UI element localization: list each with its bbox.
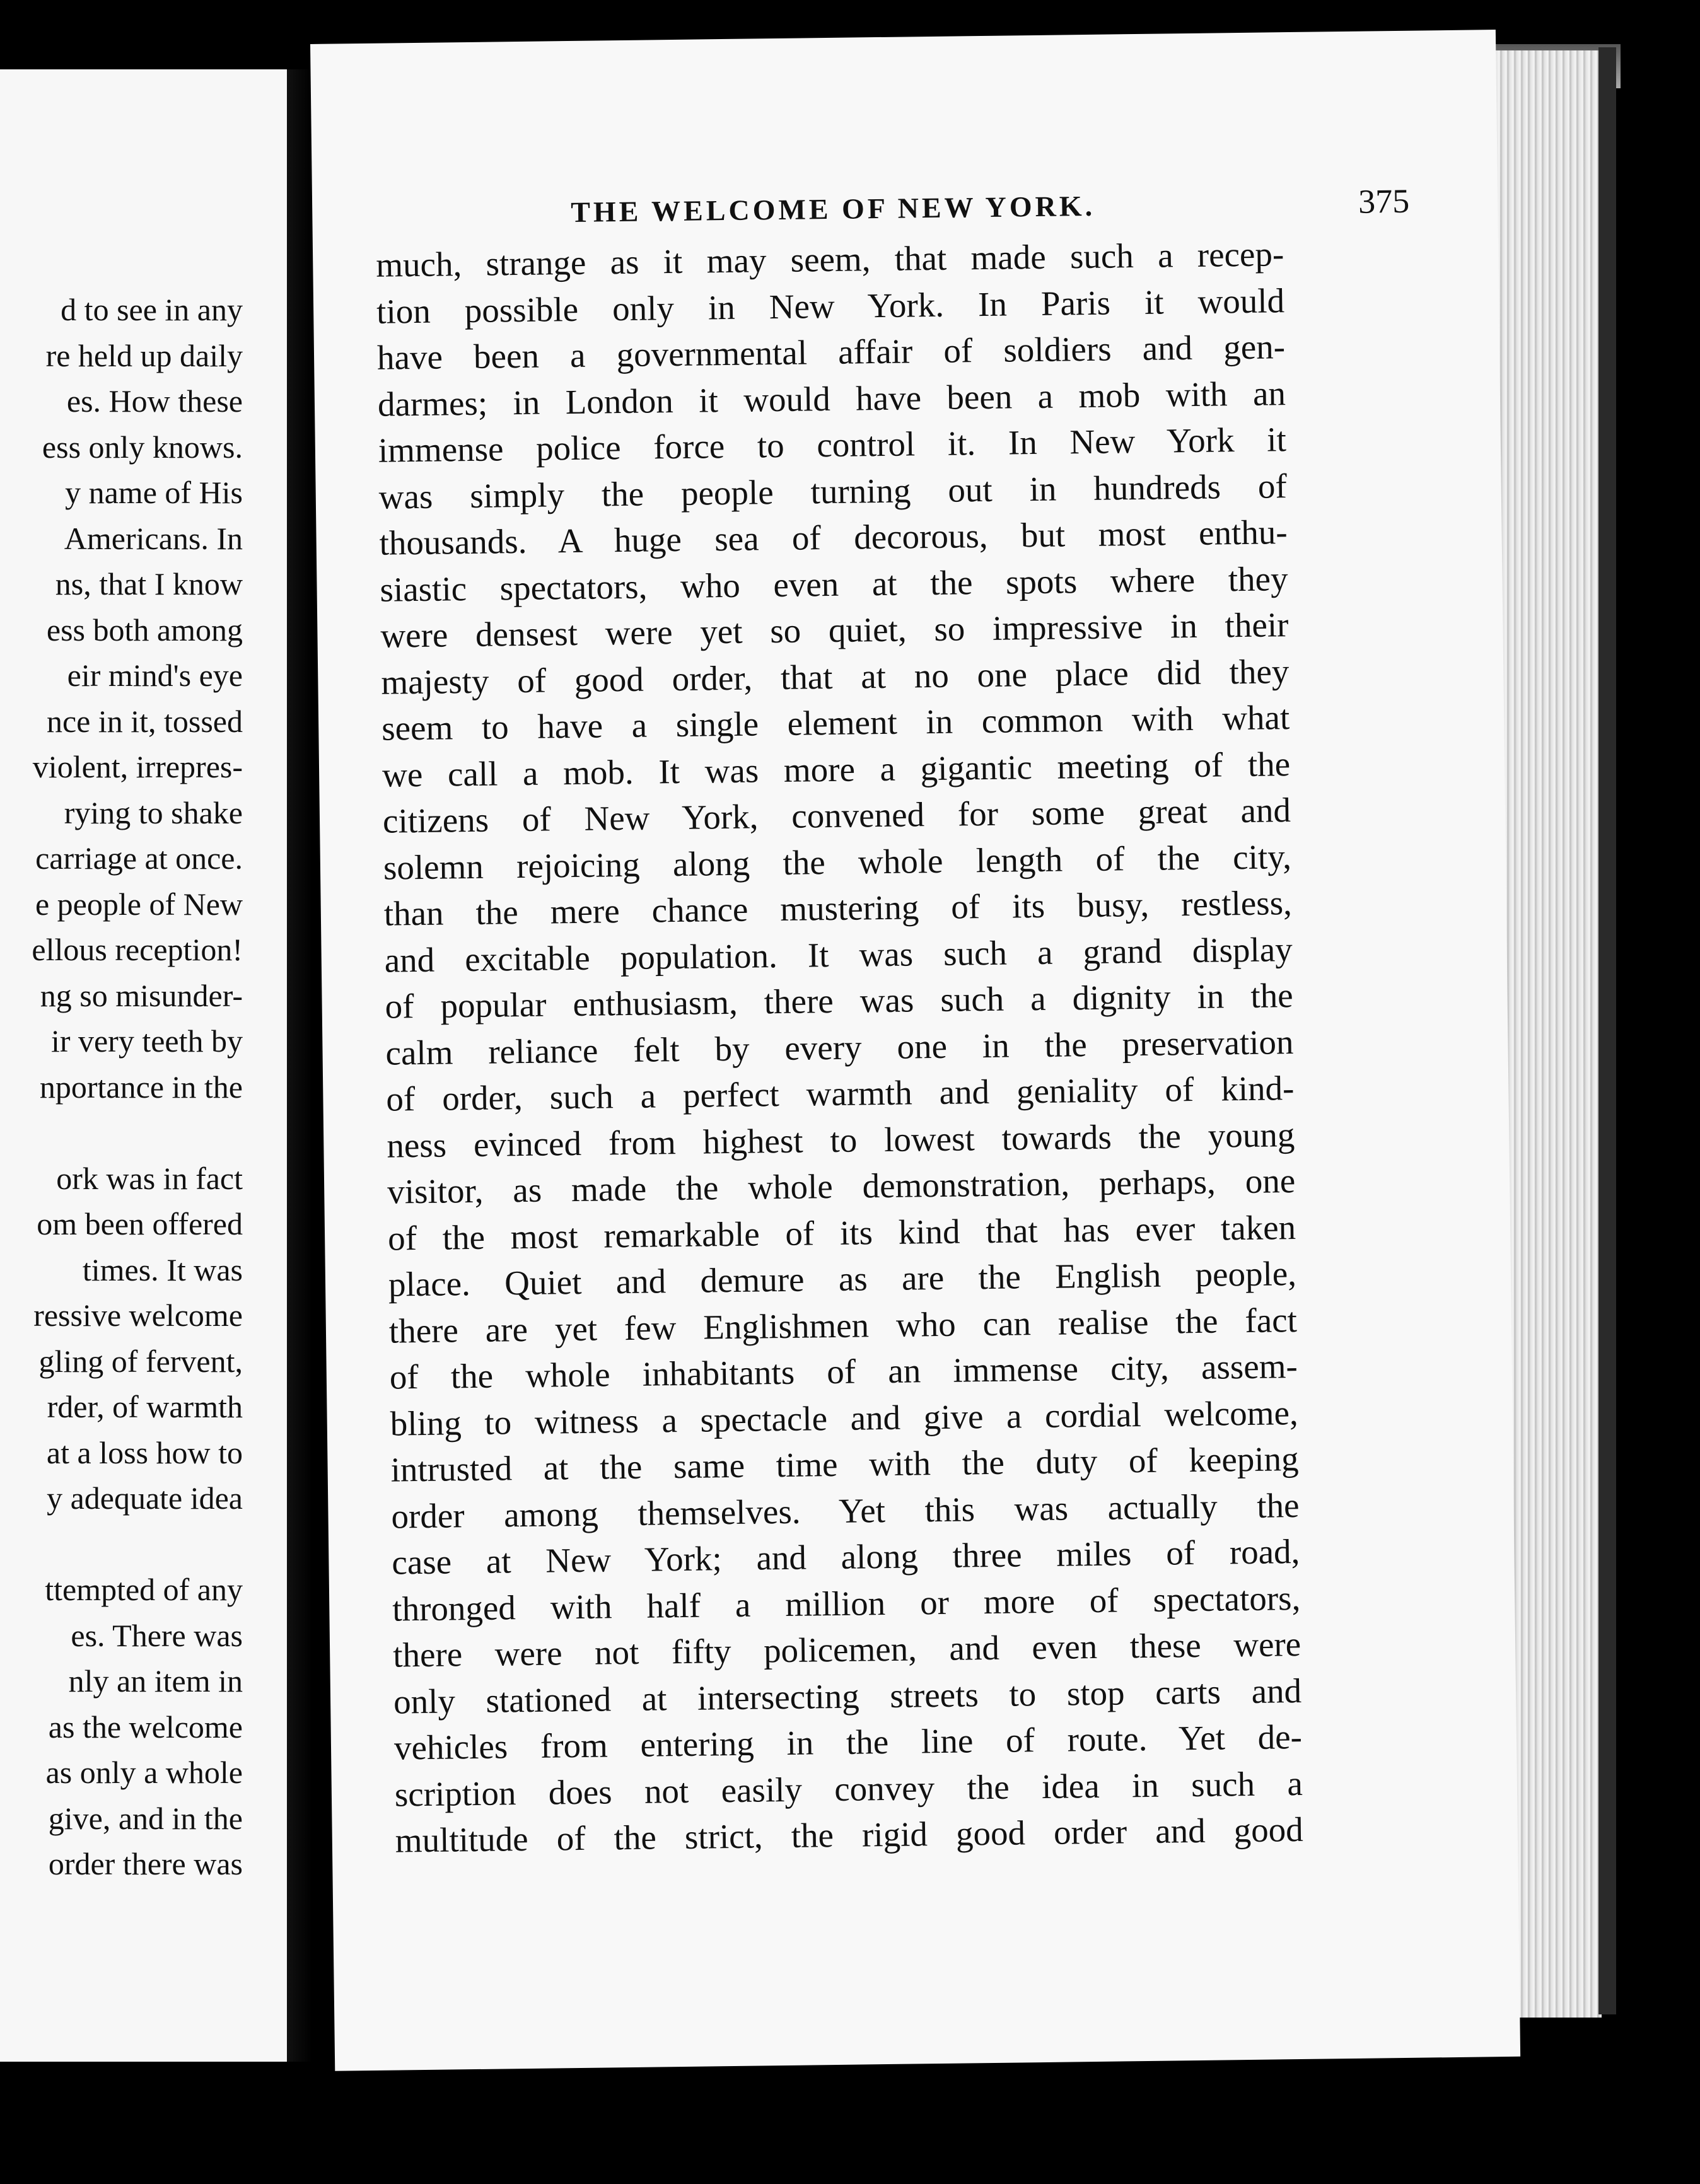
body-text-line: multitude of the strict, the rigid good order and good	[395, 1809, 1304, 1860]
page-number: 375	[1358, 182, 1410, 221]
left-text-line: re held up daily	[45, 337, 243, 373]
left-text-line: ellous reception!	[32, 932, 243, 967]
body-text-line: of the whole inhabitants of an immense city, assem-	[389, 1347, 1298, 1397]
left-text-line: ressive welcome	[33, 1298, 243, 1333]
body-text	[376, 231, 1303, 1864]
left-text-line: e people of New	[35, 886, 243, 922]
left-text-line: gling of fervent,	[38, 1343, 243, 1379]
left-text-line: es. There was	[71, 1617, 243, 1653]
body-text-line: there were not fifty policemen, and even these were	[392, 1624, 1301, 1675]
body-text-line: case at New York; and along three miles of road,	[392, 1532, 1300, 1582]
left-text-line: nly an item in	[68, 1663, 243, 1699]
left-text-line: carriage at once.	[35, 840, 243, 876]
body-text-line: scription does not easily convey the idea in such a	[394, 1763, 1303, 1814]
left-text-line: as the welcome	[48, 1709, 243, 1745]
body-text-line: thousands. A huge sea of decorous, but most enthu-	[379, 513, 1288, 562]
left-text-line	[32, 1521, 243, 1567]
body-text-line: intrusted at the same time with the duty of keeping	[390, 1439, 1299, 1489]
left-text-line: nportance in the	[39, 1069, 243, 1105]
left-text-line: y name of His	[65, 475, 243, 510]
left-text-line: ir very teeth by	[50, 1023, 243, 1059]
body-text-line: of the most remarkable of its kind that has ever taken	[387, 1207, 1296, 1258]
body-text-line: we call a mob. It was more a gigantic meeting of the	[381, 744, 1291, 794]
left-text-line: violent, irrepres-	[32, 749, 243, 784]
body-text-line: bling to witness a spectacle and give a cordial welcome,	[390, 1393, 1299, 1443]
body-text-line: immense police force to control it. In New York it	[378, 420, 1287, 470]
left-text-line: ess only knows.	[42, 429, 243, 465]
left-text-line: ess both among	[46, 612, 243, 648]
body-text-line: of order, such a perfect warmth and geniality of kind-	[386, 1069, 1295, 1118]
body-text-line: and excitable population. It was such a grand display	[384, 929, 1293, 980]
body-text-line: thronged with half a million or more of spectators,	[392, 1578, 1301, 1629]
left-text-line: give, and in the	[48, 1800, 243, 1836]
left-text-line: order there was	[48, 1846, 243, 1881]
body-text-line: ness evinced from highest to lowest towards the young	[386, 1115, 1295, 1165]
left-page	[0, 69, 296, 2062]
body-text-line: siastic spectators, who even at the spots where they	[380, 559, 1288, 609]
body-text-line: much, strange as it may seem, that made such a recep-	[375, 235, 1284, 284]
body-text-line: there are yet few Englishmen who can realise the fact	[388, 1300, 1298, 1350]
body-text-line: majesty of good order, that at no one place did they	[380, 651, 1290, 702]
body-text-line: than the mere chance mustering of its busy, restless,	[383, 883, 1293, 933]
left-page-text	[32, 287, 243, 1887]
body-text-line: seem to have a single element in common with what	[381, 698, 1290, 748]
left-text-line	[32, 1110, 243, 1156]
body-text-line: visitor, as made the whole demonstration, perhaps, one	[387, 1161, 1296, 1211]
body-text-line: citizens of New York, convened for some great and	[382, 791, 1291, 840]
left-text-line: rder, of warmth	[47, 1389, 243, 1424]
body-text-line: was simply the people turning out in hundreds of	[378, 466, 1288, 516]
body-text-line: order among themselves. Yet this was actually the	[391, 1485, 1300, 1536]
left-text-line: ns, that I know	[55, 566, 243, 601]
running-head-title: THE WELCOME OF NEW YORK.	[570, 189, 1096, 228]
body-text-line: place. Quiet and demure as are the English people,	[388, 1254, 1297, 1304]
left-text-line: Americans. In	[64, 520, 243, 556]
book-cover-edge	[1598, 47, 1616, 2014]
left-text-line: es. How these	[66, 383, 243, 419]
left-text-line: eir mind's eye	[67, 658, 243, 693]
left-text-line: om been offered	[37, 1206, 243, 1241]
left-text-line: ork was in fact	[56, 1160, 243, 1196]
left-text-line: y adequate idea	[47, 1480, 243, 1516]
right-page	[310, 30, 1520, 2071]
left-text-line: d to see in any	[61, 292, 243, 327]
body-text-line: have been a governmental affair of soldiers and gen-	[376, 327, 1286, 377]
left-text-line: at a loss how to	[46, 1434, 243, 1470]
body-text-line: tion possible only in New York. In Paris it would	[376, 281, 1285, 331]
body-text-line: only stationed at intersecting streets to stop carts and	[393, 1671, 1302, 1721]
book-gutter	[287, 69, 312, 2062]
body-text-line: calm reliance felt by every one in the preservation	[385, 1022, 1294, 1072]
left-text-line: as only a whole	[45, 1755, 243, 1790]
left-text-line: times. It was	[82, 1252, 243, 1287]
left-text-line: ttempted of any	[45, 1572, 243, 1607]
body-text-line: were densest were yet so quiet, so impressive in their	[380, 605, 1289, 655]
body-text-line: vehicles from entering in the line of route. Yet de-	[393, 1717, 1303, 1767]
body-text-line: solemn rejoicing along the whole length of the city,	[383, 837, 1292, 887]
left-text-line: nce in it, tossed	[46, 703, 243, 739]
left-text-line: ng so misunder-	[40, 977, 243, 1013]
left-text-line: rying to shake	[64, 794, 243, 830]
body-text-line: darmes; in London it would have been a mob with an	[377, 373, 1286, 424]
body-text-line: of popular enthusiasm, there was such a dignity in the	[385, 976, 1293, 1026]
